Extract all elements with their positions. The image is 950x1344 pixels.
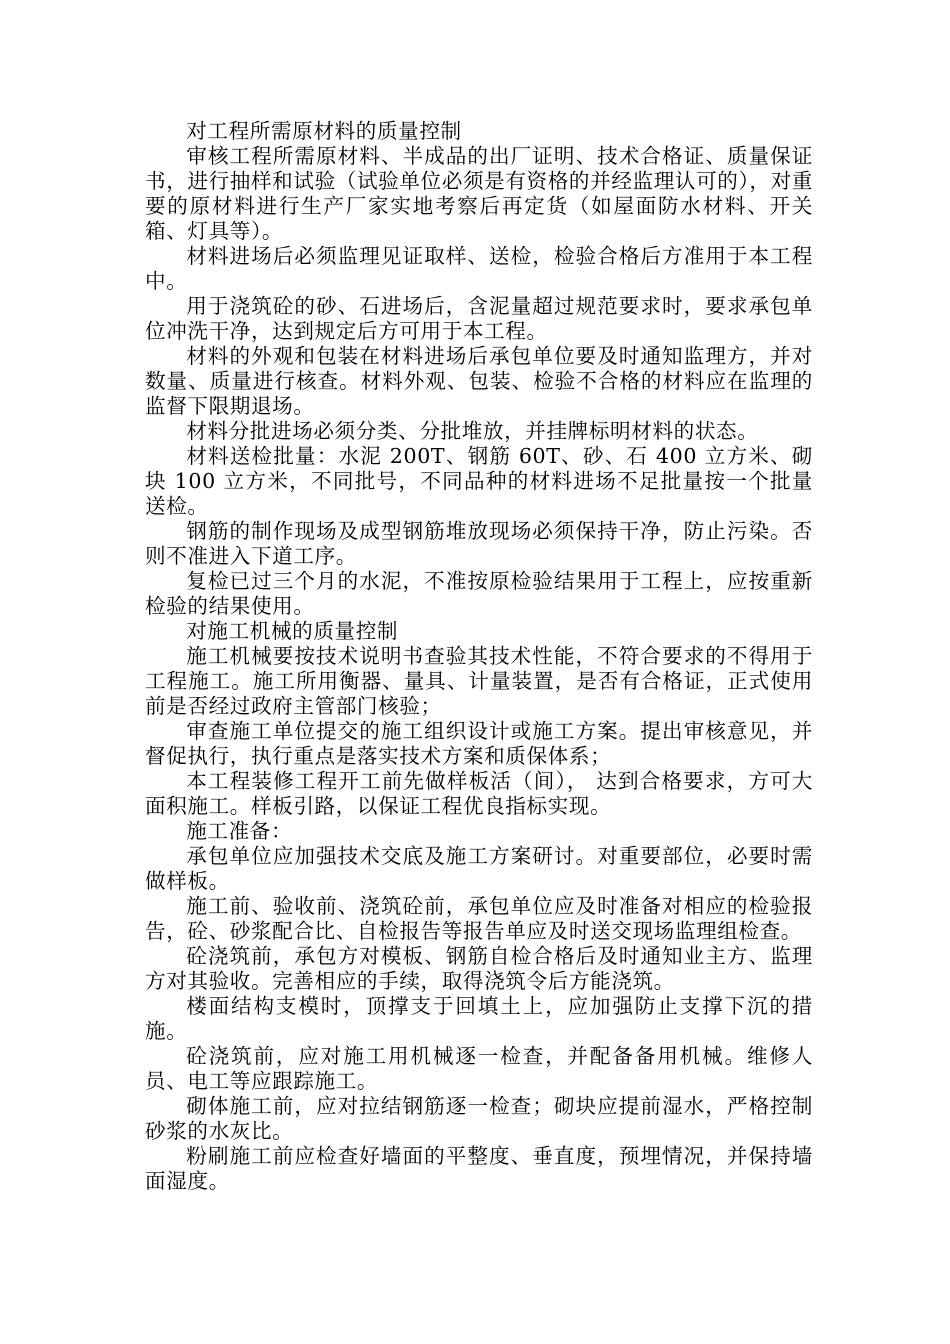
paragraph: 承包单位应加强技术交底及施工方案研讨。对重要部位，必要时需做样板。 [145, 844, 813, 893]
paragraph: 楼面结构支模时，顶撑支于回填土上，应加强防止支撑下沉的措施。 [145, 994, 813, 1043]
paragraph: 本工程装修工程开工前先做样板活（间）， 达到合格要求，方可大面积施工。样板引路，以保证工程优良指标实现。 [145, 769, 813, 818]
paragraph: 钢筋的制作现场及成型钢筋堆放现场必须保持干净，防止污染。否则不准进入下道工序。 [145, 519, 813, 568]
paragraph: 用于浇筑砼的砂、石进场后，含泥量超过规范要求时，要求承包单位冲洗干净，达到规定后方可用于本工程。 [145, 294, 813, 343]
paragraph: 砌体施工前，应对拉结钢筋逐一检查；砌块应提前湿水，严格控制砂浆的水灰比。 [145, 1094, 813, 1143]
paragraph: 审查施工单位提交的施工组织设计或施工方案。提出审核意见，并督促执行，执行重点是落实技术方案和质保体系； [145, 719, 813, 768]
paragraph: 审核工程所需原材料、半成品的出厂证明、技术合格证、质量保证书，进行抽样和试验（试验单位必须是有资格的并经监理认可的），对重要的原材料进行生产厂家实地考察后再定货（如屋面防水材料、开关箱、灯具等）。 [145, 144, 813, 243]
paragraph: 材料送检批量：水泥 200T、钢筋 60T、砂、石 400 立方米、砌块 100 立方米，不同批号，不同品种的材料进场不足批量按一个批量送检。 [145, 444, 813, 518]
paragraph: 材料进场后必须监理见证取样、送检，检验合格后方准用于本工程中。 [145, 244, 813, 293]
paragraph: 复检已过三个月的水泥，不准按原检验结果用于工程上，应按重新检验的结果使用。 [145, 569, 813, 618]
paragraph: 材料的外观和包装在材料进场后承包单位要及时通知监理方，并对数量、质量进行核查。材料外观、包装、检验不合格的材料应在监理的监督下限期退场。 [145, 344, 813, 418]
paragraph: 粉刷施工前应检查好墙面的平整度、垂直度，预埋情况，并保持墙面湿度。 [145, 1144, 813, 1193]
document-page [145, 119, 813, 1194]
paragraph: 施工前、验收前、浇筑砼前，承包单位应及时准备对相应的检验报告，砼、砂浆配合比、自检报告等报告单应及时送交现场监理组检查。 [145, 894, 813, 943]
section-heading-machinery: 对施工机械的质量控制 [186, 619, 399, 643]
section-heading-materials: 对工程所需原材料的质量控制 [186, 119, 462, 143]
section-heading-preparation: 施工准备： [186, 819, 293, 843]
paragraph: 施工机械要按技术说明书查验其技术性能，不符合要求的不得用于工程施工。施工所用衡器、量具、计量装置，是否有合格证，正式使用前是否经过政府主管部门核验； [145, 644, 813, 718]
paragraph: 砼浇筑前，应对施工用机械逐一检查，并配备备用机械。维修人员、电工等应跟踪施工。 [145, 1044, 813, 1093]
paragraph: 砼浇筑前，承包方对模板、钢筋自检合格后及时通知业主方、监理方对其验收。完善相应的手续，取得浇筑令后方能浇筑。 [145, 944, 813, 993]
paragraph: 材料分批进场必须分类、分批堆放，并挂牌标明材料的状态。 [186, 419, 759, 443]
